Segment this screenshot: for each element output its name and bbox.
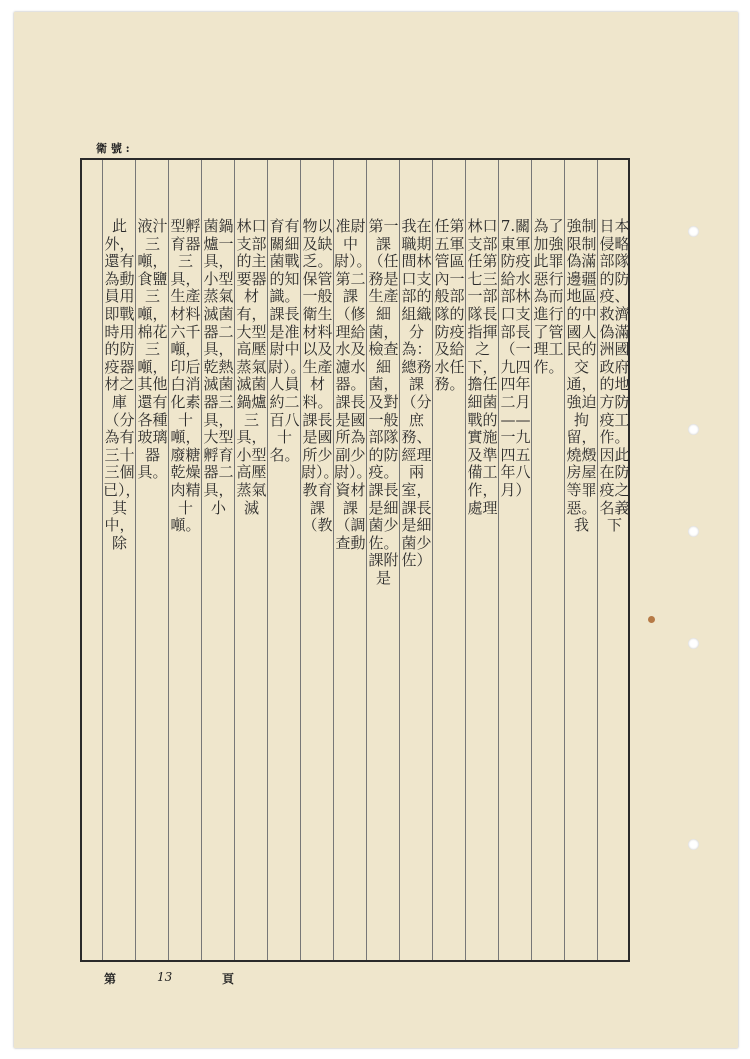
column-text: 任第五軍管區內一般部隊的防疫及給水任務。 [434,217,465,394]
column-text: 7.關東軍防疫給水部林口支部長（一九四四年二月 —— 一九四五年八月） [500,217,531,499]
footer-page-number: 13 [157,970,173,984]
column-text: 第一課（任務是生產細菌，檢查細菌，及對一般部隊的防疫。課長是細菌少佐。課附是 [368,217,399,587]
header-mark: 衛 號 : [96,142,130,155]
manuscript-column [102,160,141,960]
manuscript-column [564,160,598,960]
document-sheet [14,12,738,1048]
punch-hole [688,839,699,850]
column-text: 液汁三噸，食鹽三噸，棉花三噸，其他還有各種玻璃器具。 [137,217,168,482]
manuscript-column [168,160,202,960]
manuscript-grid [80,158,630,962]
column-text: 林口支部的主要器材有，大型高壓蒸氣滅菌鍋爐三具，小型高壓蒸氣滅 [236,217,267,517]
column-text: 菌鍋爐一具，小型蒸氣滅菌器二具，乾熱滅菌器三具，大型孵育器二具，小 [203,217,234,517]
column-text: 物以及缺乏。保管一般衛生材料以及生產材料。課長是國所少尉）。教育課（教 [301,217,339,535]
punch-hole [688,424,699,435]
column-text: 為了加強此罪惡行為而進行了管理工作。 [533,217,564,376]
punch-hole [688,526,699,537]
manuscript-column [201,160,235,960]
column-text: 林口支部任第七三一部隊長指揮之下，擔任細菌戰的實施及準備工作，處理 [467,217,498,517]
manuscript-column [135,160,169,960]
manuscript-column [498,160,532,960]
manuscript-column [597,160,631,960]
manuscript-column [531,160,565,960]
column-text: 強制限制偽滿邊疆地區的中國人民的交通，強迫拘留，燒燬房屋等罪惡。我 [566,217,597,535]
manuscript-column [333,160,372,960]
manuscript-column [432,160,466,960]
manuscript-column [300,160,339,960]
footer-page-prefix: 第 [104,972,117,986]
manuscript-column [399,160,433,960]
column-text: 育有關細菌戰的知識。課長是准尉中尉）。人員約二百八十名。 [268,217,306,464]
column-text: 型孵育器三具，生產材料六千噸，印后白消化素十噸，廢糖乾燥肉精十噸。 [170,217,201,535]
manuscript-column [267,160,306,960]
punch-hole [688,638,699,649]
column-text: 此外，還有為動員用即戰時用的防疫器材之庫（分為有三十三個已），其中，除 [103,217,141,552]
column-text: 我在職期間林口支部的組織分為：總務課（分庶務、經理兩室，課長是細菌少佐） [401,217,432,570]
manuscript-column [234,160,268,960]
punch-hole [688,226,699,237]
column-text: 日本侵略部隊的防疫、救濟偽滿洲國政府的地方防疫工作。因此在防疫之名義下 [599,217,630,535]
manuscript-column [465,160,499,960]
manuscript-column [366,160,400,960]
column-text: 准尉中尉）。第二課（修理給水及濾水器。課長是國所為副少尉）。資材課（調查動 [334,217,372,552]
paper-stain [648,616,655,623]
footer-page-suffix: 頁 [222,972,235,986]
